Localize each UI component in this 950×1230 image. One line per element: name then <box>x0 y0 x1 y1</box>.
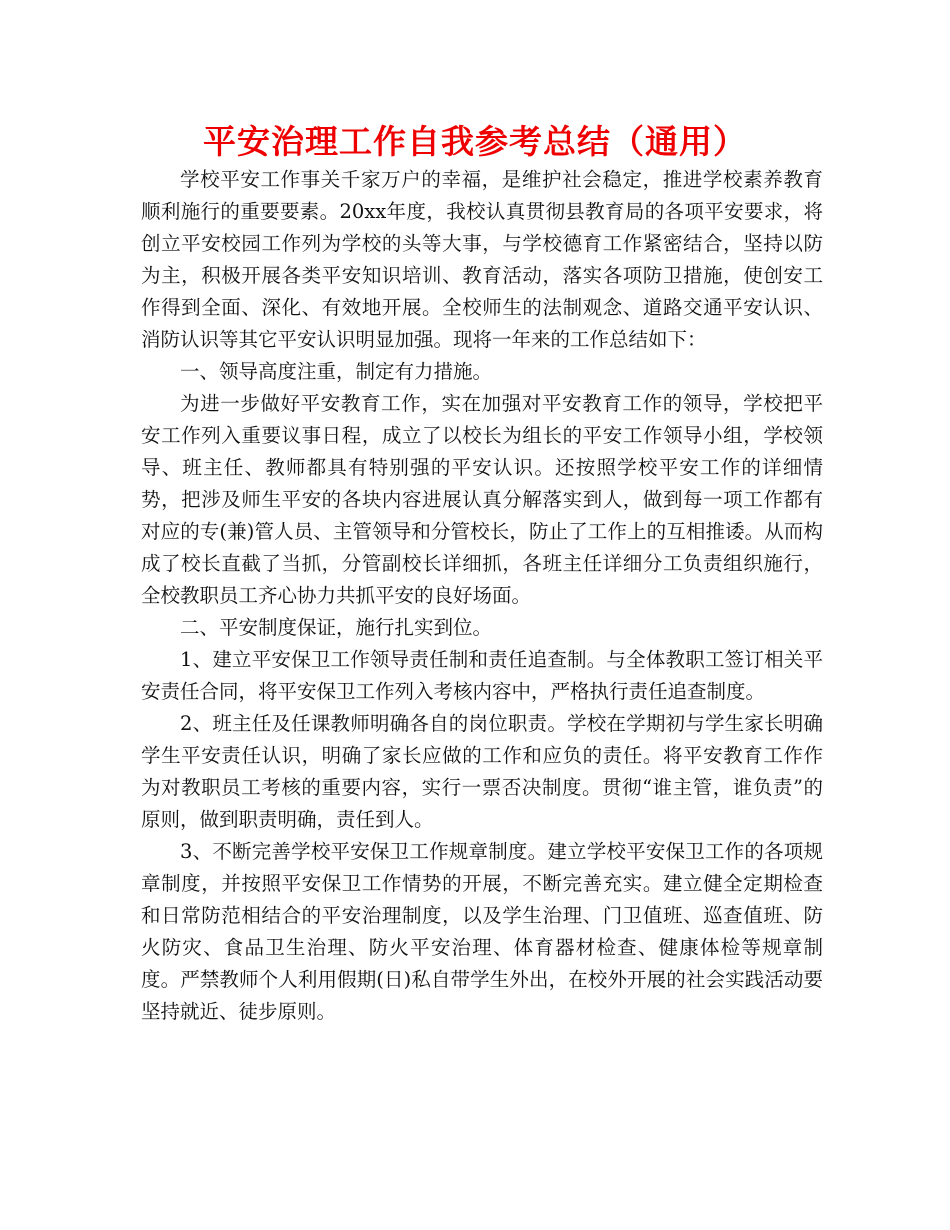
paragraph-leadership: 为进一步做好平安教育工作，实在加强对平安教育工作的领导，学校把平安工作列入重要议事日程，成立了以校长为组长的平安工作领导小组，学校领导、班主任、教师都具有特别强的平安认识。还按照学校平安工作的详细情势，把涉及师生平安的各块内容进展认真分解落实到人，做到每一项工作都有对应的专(兼)管人员、主管领导和分管校长，防止了工作上的互相推诿。从而构成了校长直截了当抓，分管副校长详细抓，各班主任详细分工负责组织施行，全校教职员工齐心协力共抓平安的良好场面。 <box>141 392 823 607</box>
paragraph-intro: 学校平安工作事关千家万户的幸福，是维护社会稳定，推进学校素养教育顺利施行的重要要素。20xx年度，我校认真贯彻县教育局的各项平安要求，将创立平安校园工作列为学校的头等大事，与学校德育工作紧密结合，坚持以防为主，积极开展各类平安知识培训、教育活动，落实各项防卫措施，使创安工作得到全面、深化、有效地开展。全校师生的法制观念、道路交通平安认识、消防认识等其它平安认识明显加强。现将一年来的工作总结如下： <box>141 168 823 351</box>
section-heading-1: 一、领导高度注重，制定有力措施。 <box>180 360 493 383</box>
paragraph-item-2: 2、班主任及任课教师明确各自的岗位职责。学校在学期初与学生家长明确学生平安责任认识，明确了家长应做的工作和应负的责任。将平安教育工作作为对教职员工考核的重要内容，实行一票否决制度。贯彻“谁主管，谁负责”的原则，做到职责明确，责任到人。 <box>141 712 823 831</box>
document-body <box>141 164 823 1028</box>
paragraph-item-3: 3、不断完善学校平安保卫工作规章制度。建立学校平安保卫工作的各项规章制度，并按照平安保卫工作情势的开展，不断完善充实。建立健全定期检查和日常防范相结合的平安治理制度，以及学生治理、门卫值班、巡查值班、防火防灾、食品卫生治理、防火平安治理、体育器材检查、健康体检等规章制度。严禁教师个人利用假期(日)私自带学生外出，在校外开展的社会实践活动要坚持就近、徒步原则。 <box>141 840 823 1023</box>
section-heading-2: 二、平安制度保证，施行扎实到位。 <box>180 616 493 639</box>
document-title: 平安治理工作自我参考总结（通用） <box>203 122 747 161</box>
paragraph-item-1: 1、建立平安保卫工作领导责任制和责任追查制。与全体教职工签订相关平安责任合同，将平安保卫工作列入考核内容中，严格执行责任追查制度。 <box>141 648 823 703</box>
